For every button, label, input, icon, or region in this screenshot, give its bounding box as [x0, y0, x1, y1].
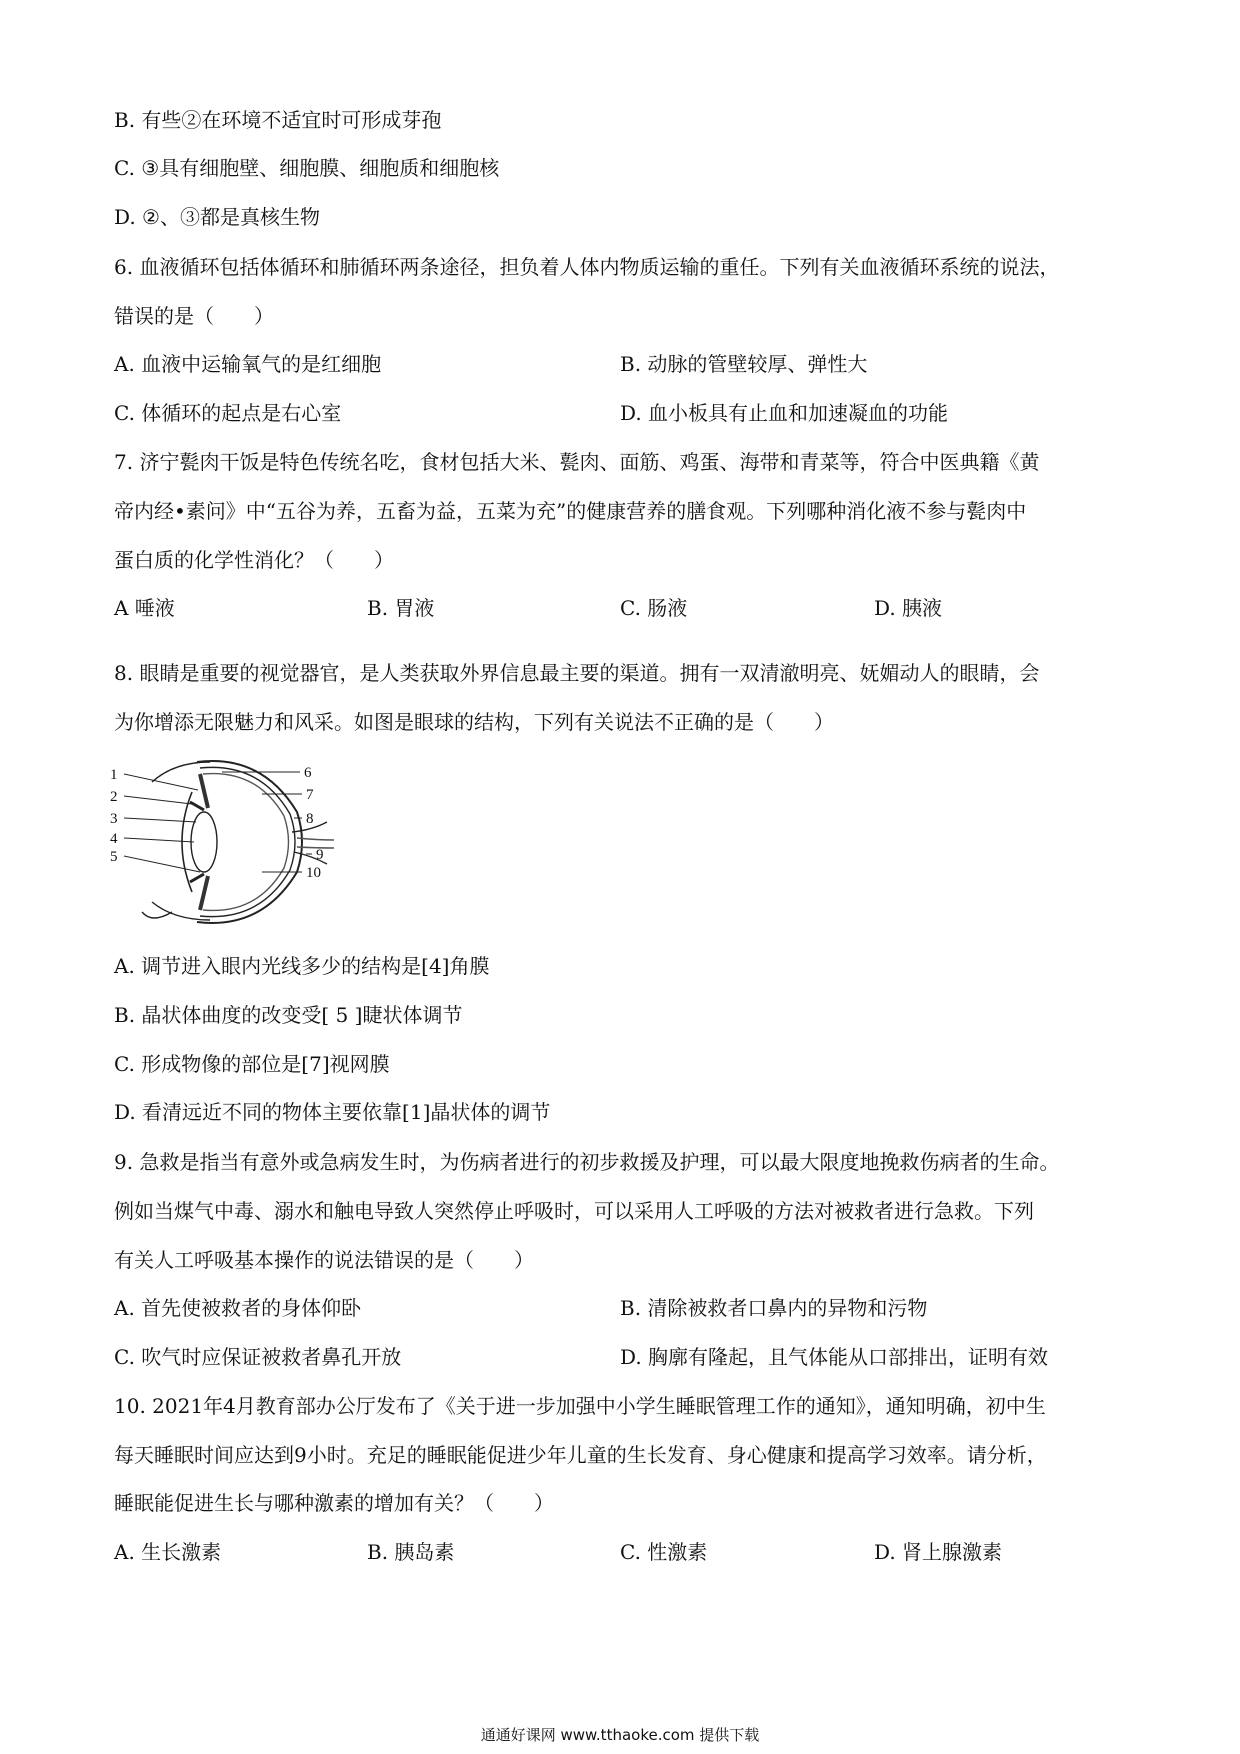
q9-stem-line2: 例如当煤气中毒、溺水和触电导致人突然停止呼吸时，可以采用人工呼吸的方法对被救者进行急救。下列 — [114, 1199, 1034, 1223]
q10-option-c: C. 性激素 — [620, 1540, 708, 1564]
q7-option-a: A 唾液 — [114, 596, 175, 620]
q5-option-c: C. ③具有细胞壁、细胞膜、细胞质和细胞核 — [114, 156, 500, 180]
q8-option-d: D. 看清远近不同的物体主要依靠[1]晶状体的调节 — [114, 1100, 551, 1124]
fig-label-3: 3 — [110, 811, 118, 827]
eye-structure-diagram — [112, 752, 372, 932]
fig-label-2: 2 — [110, 789, 118, 805]
fig-label-7: 7 — [306, 787, 314, 803]
q10-option-d: D. 肾上腺激素 — [874, 1540, 1003, 1564]
q10-stem-line1: 10. 2021年4月教育部办公厅发布了《关于进一步加强中小学生睡眠管理工作的通知》，通知明确，初中生 — [114, 1394, 1046, 1418]
fig-label-8: 8 — [306, 811, 314, 827]
q10-option-a: A. 生长激素 — [114, 1540, 222, 1564]
q8-option-c: C. 形成物像的部位是[7]视网膜 — [114, 1052, 390, 1076]
q10-option-b: B. 胰岛素 — [367, 1540, 455, 1564]
q5-option-d: D. ②、③都是真核生物 — [114, 205, 320, 229]
fig-label-10: 10 — [306, 865, 321, 881]
q9-option-d: D. 胸廓有隆起，且气体能从口部排出，证明有效 — [620, 1345, 1049, 1369]
q7-option-d: D. 胰液 — [874, 596, 943, 620]
q9-option-b: B. 清除被救者口鼻内的异物和污物 — [620, 1296, 928, 1320]
fig-label-4: 4 — [110, 831, 118, 847]
q6-stem-line1: 6. 血液循环包括体循环和肺循环两条途径，担负着人体内物质运输的重任。下列有关血液循环系统的说法， — [114, 255, 1060, 279]
q8-stem-line2: 为你增添无限魅力和风采。如图是眼球的结构，下列有关说法不正确的是（ ） — [114, 710, 834, 734]
q10-stem-line2: 每天睡眠时间应达到9小时。充足的睡眠能促进少年儿童的生长发育、身心健康和提高学习效率。请分析， — [114, 1443, 1047, 1467]
q7-stem-line3: 蛋白质的化学性消化？（ ） — [114, 548, 394, 572]
q9-stem-line1: 9. 急救是指当有意外或急病发生时，为伤病者进行的初步救援及护理，可以最大限度地挽救伤病者的生命。 — [114, 1150, 1060, 1174]
q7-option-b: B. 胃液 — [367, 596, 435, 620]
q6-stem-line2: 错误的是（ ） — [114, 304, 274, 328]
fig-label-1: 1 — [110, 767, 118, 783]
page-footer: 通通好课网 www.tthaoke.com 提供下载 — [480, 1726, 760, 1744]
q6-option-d: D. 血小板具有止血和加速凝血的功能 — [620, 401, 949, 425]
q8-option-b: B. 晶状体曲度的改变受[ 5 ]睫状体调节 — [114, 1003, 463, 1027]
q6-option-c: C. 体循环的起点是右心室 — [114, 401, 342, 425]
q6-option-a: A. 血液中运输氧气的是红细胞 — [114, 352, 382, 376]
q7-stem-line2: 帝内经•素问》中“五谷为养，五畜为益，五菜为充”的健康营养的膳食观。下列哪种消化液不参与甏肉中 — [114, 499, 1027, 523]
q8-stem-line1: 8. 眼睛是重要的视觉器官，是人类获取外界信息最主要的渠道。拥有一双清澈明亮、妩媚动人的眼睛，会 — [114, 661, 1040, 685]
fig-label-6: 6 — [304, 765, 312, 781]
fig-label-9: 9 — [316, 847, 324, 863]
q8-option-a: A. 调节进入眼内光线多少的结构是[4]角膜 — [114, 954, 490, 978]
fig-label-5: 5 — [110, 849, 118, 865]
q7-stem-line1: 7. 济宁甏肉干饭是特色传统名吃，食材包括大米、甏肉、面筋、鸡蛋、海带和青菜等，符合中医典籍《黄 — [114, 450, 1040, 474]
q10-stem-line3: 睡眠能促进生长与哪种激素的增加有关？（ ） — [114, 1491, 554, 1515]
q9-option-c: C. 吹气时应保证被救者鼻孔开放 — [114, 1345, 402, 1369]
q7-option-c: C. 肠液 — [620, 596, 688, 620]
q9-option-a: A. 首先使被救者的身体仰卧 — [114, 1296, 362, 1320]
q6-option-b: B. 动脉的管壁较厚、弹性大 — [620, 352, 868, 376]
q5-option-b: B. 有些②在环境不适宜时可形成芽孢 — [114, 108, 442, 132]
q9-stem-line3: 有关人工呼吸基本操作的说法错误的是（ ） — [114, 1248, 534, 1272]
